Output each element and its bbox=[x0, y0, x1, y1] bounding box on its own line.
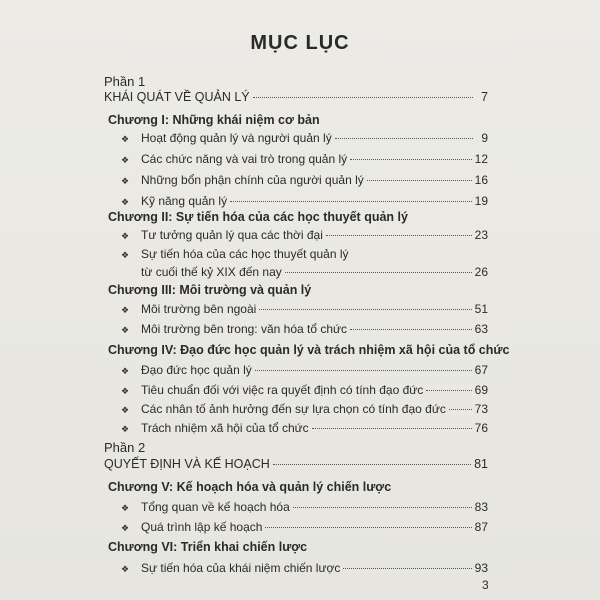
diamond-bullet-icon: ❖ bbox=[121, 386, 130, 396]
page-ref: 93 bbox=[474, 561, 488, 575]
diamond-bullet-icon: ❖ bbox=[121, 503, 130, 513]
leader-dots bbox=[367, 180, 472, 181]
diamond-bullet-icon: ❖ bbox=[121, 424, 130, 434]
chapter-5-title: Chương V: Kế hoạch hóa và quản lý chiến lược bbox=[108, 480, 392, 494]
toc-entry[interactable] bbox=[141, 421, 488, 435]
toc-entry[interactable] bbox=[141, 363, 488, 377]
toc-entry[interactable] bbox=[141, 152, 488, 166]
diamond-bullet-icon: ❖ bbox=[121, 523, 130, 533]
toc-entry-part-1[interactable] bbox=[104, 90, 488, 104]
page-ref: 9 bbox=[481, 131, 488, 145]
diamond-bullet-icon: ❖ bbox=[121, 176, 130, 186]
diamond-bullet-icon: ❖ bbox=[121, 325, 130, 335]
leader-dots bbox=[449, 409, 472, 410]
diamond-bullet-icon: ❖ bbox=[121, 405, 130, 415]
toc-entry[interactable] bbox=[141, 302, 488, 316]
entry-text: Tiêu chuẩn đối với việc ra quyết định có tính đạo đức bbox=[141, 383, 424, 397]
diamond-bullet-icon: ❖ bbox=[121, 155, 130, 165]
leader-dots bbox=[350, 329, 472, 330]
chapter-4-title: Chương IV: Đạo đức học quản lý và trách nhiệm xã hội của tổ chức bbox=[108, 343, 510, 357]
entry-text: Quá trình lập kế hoạch bbox=[141, 520, 263, 534]
page-ref: 12 bbox=[474, 152, 488, 166]
diamond-bullet-icon: ❖ bbox=[121, 366, 130, 376]
entry-text: Đạo đức học quản lý bbox=[141, 363, 252, 377]
leader-dots bbox=[230, 201, 472, 202]
entry-text: Kỹ năng quản lý bbox=[141, 194, 228, 208]
part-2-label: Phần 2 bbox=[104, 440, 146, 455]
page-title: MỤC LỤC bbox=[250, 32, 350, 54]
diamond-bullet-icon: ❖ bbox=[121, 250, 130, 260]
toc-entry-line-2[interactable] bbox=[141, 265, 488, 279]
toc-entry[interactable] bbox=[141, 520, 488, 534]
entry-text: Sự tiến hóa của các học thuyết quản lý bbox=[141, 247, 349, 261]
page-ref: 73 bbox=[474, 402, 488, 416]
part-1-title: KHÁI QUÁT VỀ QUẢN LÝ bbox=[104, 90, 250, 104]
part-1-label: Phần 1 bbox=[104, 74, 146, 89]
leader-dots bbox=[312, 428, 472, 429]
entry-text: Môi trường bên ngoài bbox=[141, 302, 257, 316]
toc-entry[interactable] bbox=[141, 194, 488, 208]
toc-entry-part-2[interactable] bbox=[104, 457, 488, 471]
toc-entry[interactable] bbox=[141, 228, 488, 242]
leader-dots bbox=[293, 507, 472, 508]
entry-text: Tư tưởng quản lý qua các thời đại bbox=[141, 228, 323, 242]
page-ref: 87 bbox=[474, 520, 488, 534]
toc-entry[interactable] bbox=[141, 500, 488, 514]
toc-entry[interactable] bbox=[141, 402, 488, 416]
diamond-bullet-icon: ❖ bbox=[121, 305, 130, 315]
part-2-title: QUYẾT ĐỊNH VÀ KẾ HOẠCH bbox=[104, 457, 270, 471]
chapter-3-title: Chương III: Môi trường và quản lý bbox=[108, 283, 312, 297]
page-ref: 63 bbox=[474, 322, 488, 336]
page-ref: 81 bbox=[474, 457, 488, 471]
diamond-bullet-icon: ❖ bbox=[121, 134, 130, 144]
toc-entry[interactable] bbox=[141, 322, 488, 336]
leader-dots bbox=[426, 390, 471, 391]
toc-entry-line-1[interactable] bbox=[141, 247, 349, 261]
page-ref: 7 bbox=[481, 90, 488, 104]
page-ref: 83 bbox=[474, 500, 488, 514]
leader-dots bbox=[273, 464, 471, 465]
leader-dots bbox=[285, 272, 472, 273]
entry-text: từ cuối thế kỷ XIX đến nay bbox=[141, 265, 282, 279]
toc-entry[interactable] bbox=[141, 383, 488, 397]
page-ref: 67 bbox=[474, 363, 488, 377]
chapter-1-title: Chương I: Những khái niệm cơ bản bbox=[108, 113, 320, 127]
leader-dots bbox=[343, 568, 471, 569]
entry-text: Trách nhiệm xã hội của tổ chức bbox=[141, 421, 309, 435]
toc-entry[interactable] bbox=[141, 131, 488, 145]
diamond-bullet-icon: ❖ bbox=[121, 564, 130, 574]
page-ref: 16 bbox=[474, 173, 488, 187]
chapter-2-title: Chương II: Sự tiến hóa của các học thuyết quản lý bbox=[108, 210, 408, 224]
entry-text: Sự tiến hóa của khái niệm chiến lược bbox=[141, 561, 341, 575]
page-ref: 19 bbox=[474, 194, 488, 208]
leader-dots bbox=[350, 159, 471, 160]
page-ref: 26 bbox=[474, 265, 488, 279]
page-ref: 69 bbox=[474, 383, 488, 397]
entry-text: Các nhân tố ảnh hưởng đến sự lựa chọn có tính đạo đức bbox=[141, 402, 446, 416]
page-number: 3 bbox=[482, 578, 489, 592]
toc-entry[interactable] bbox=[141, 561, 488, 575]
entry-text: Những bổn phận chính của người quản lý bbox=[141, 173, 364, 187]
page-ref: 51 bbox=[474, 302, 488, 316]
entry-text: Hoạt động quản lý và người quản lý bbox=[141, 131, 332, 145]
page-ref: 23 bbox=[474, 228, 488, 242]
leader-dots bbox=[259, 309, 471, 310]
leader-dots bbox=[326, 235, 472, 236]
chapter-6-title: Chương VI: Triển khai chiến lược bbox=[108, 540, 308, 554]
entry-text: Các chức năng và vai trò trong quản lý bbox=[141, 152, 348, 166]
diamond-bullet-icon: ❖ bbox=[121, 231, 130, 241]
diamond-bullet-icon: ❖ bbox=[121, 197, 130, 207]
entry-text: Môi trường bên trong: văn hóa tổ chức bbox=[141, 322, 348, 336]
entry-text: Tổng quan về kế hoạch hóa bbox=[141, 500, 290, 514]
leader-dots bbox=[335, 138, 473, 139]
toc-entry[interactable] bbox=[141, 173, 488, 187]
leader-dots bbox=[255, 370, 472, 371]
page-ref: 76 bbox=[474, 421, 488, 435]
leader-dots bbox=[253, 97, 473, 98]
leader-dots bbox=[265, 527, 471, 528]
